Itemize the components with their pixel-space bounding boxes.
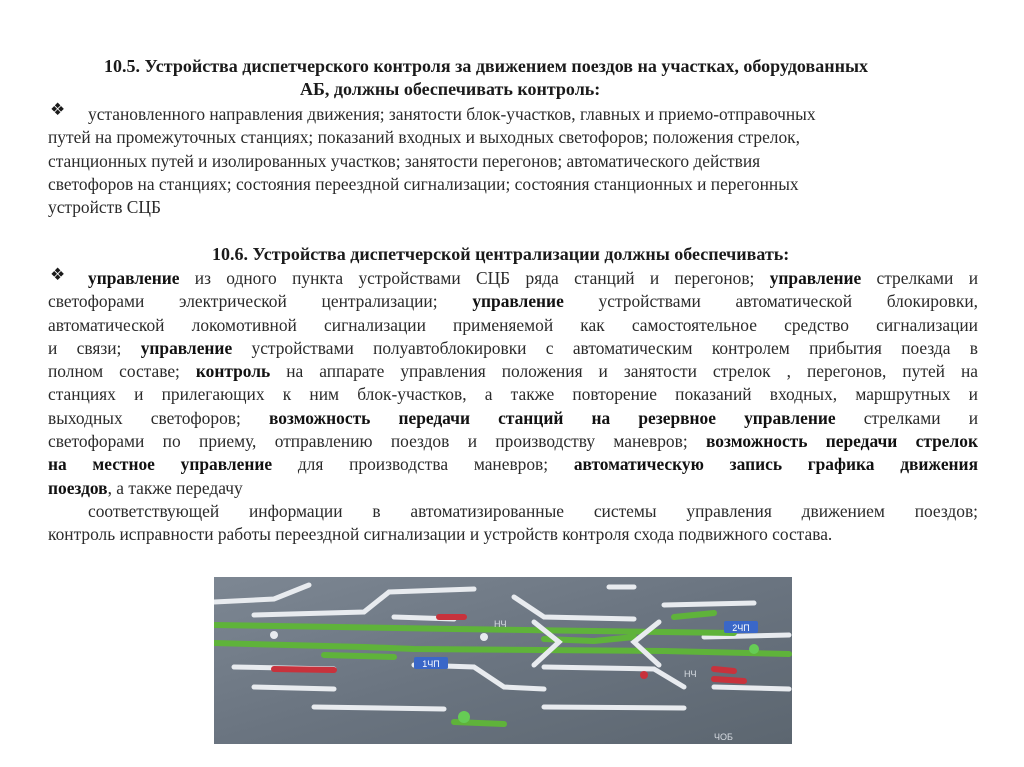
text-line	[48, 267, 978, 290]
text-run: устройствами полуавтоблокировки с автоматическим контролем прибытия поезда в	[232, 337, 978, 358]
text-run: устройствами автоматической блокировки,	[563, 291, 978, 312]
section-10-6-text	[48, 267, 978, 547]
track-segment	[544, 707, 684, 708]
text-run: стрелками и	[861, 268, 978, 288]
bold-term: управление	[472, 291, 564, 312]
text-line: светофоров на станциях; состояния переездной сигнализации; состояния станционных и перегонных	[48, 173, 799, 194]
text-line	[48, 290, 978, 313]
signal-lamp	[458, 711, 470, 723]
diamond-bullet-icon: ❖	[50, 265, 66, 284]
text-run: для производства маневров;	[272, 454, 574, 475]
label-text: НЧ	[494, 619, 507, 629]
signal-lamp	[640, 671, 648, 679]
diamond-bullet-icon: ❖	[50, 100, 66, 119]
bold-term: поездов	[48, 477, 108, 498]
text-line	[48, 453, 978, 476]
label-text: 2ЧП	[732, 623, 750, 633]
text-line: устройств СЦБ	[48, 197, 161, 218]
text-line	[48, 477, 978, 500]
text-line	[48, 407, 978, 430]
text-run: стрелками и	[835, 407, 978, 428]
track-segment	[324, 655, 394, 657]
bold-term: возможность передачи станций на резервное управление	[268, 407, 836, 428]
label-text: НЧ	[684, 669, 697, 679]
text-line: установленного направления движения; занятости блок-участков, главных и приемо-отправочных	[88, 104, 816, 124]
text-line: станционных путей и изолированных участков; занятости перегонов; автоматического действия	[48, 150, 761, 171]
text-line	[48, 500, 978, 523]
track-segment	[274, 669, 334, 670]
text-line	[48, 430, 978, 453]
bold-term: на местное управление	[48, 454, 273, 475]
track-segment	[714, 669, 734, 671]
text-run: выходных светофоров;	[48, 407, 269, 428]
text-run: светофорами по приему, отправлению поездов и производству маневров;	[48, 431, 707, 452]
bold-term: автоматическую запись графика движения	[573, 454, 978, 475]
track-diagram-photo	[214, 577, 792, 744]
text-line	[48, 383, 978, 406]
signal-lamp	[480, 633, 488, 641]
text-line	[48, 523, 978, 546]
signal-lamp	[270, 631, 278, 639]
text-run: соответствующей информации в автоматизированные системы управления движением поездов;	[88, 500, 978, 521]
bold-term: контроль	[195, 361, 271, 382]
bold-term: возможность передачи стрелок	[706, 431, 978, 452]
track-segment	[314, 707, 444, 709]
section-10-5-text	[48, 103, 948, 219]
track-segment	[674, 613, 714, 617]
text-run: на аппарате управления положения и занятости стрелок , перегонов, путей на	[270, 361, 978, 382]
text-run: станциях и прилегающих к ним блок-участков, а также повторение показаний входных, маршрутных и	[48, 384, 978, 405]
label-text: 1ЧП	[422, 659, 440, 669]
bold-term: управление	[140, 337, 233, 358]
text-line: путей на промежуточных станциях; показаний входных и выходных светофоров; положения стрелок,	[48, 127, 800, 148]
track-segment	[714, 679, 744, 681]
text-run: полном составе;	[48, 361, 196, 382]
section-10-6-title: 10.6. Устройства диспетчерской централизации должны обеспечивать:	[212, 244, 790, 264]
signal-lamp	[749, 644, 759, 654]
label-text: ЧОБ	[714, 732, 733, 742]
text-line	[48, 314, 978, 337]
bold-term: управление	[769, 268, 862, 288]
track-segment	[664, 603, 754, 605]
section-10-5-title-continued: АБ, должны обеспечивать контроль:	[300, 79, 601, 99]
track-segment	[714, 687, 789, 689]
section-10-5-title: 10.5. Устройства диспетчерского контроля за движением поездов на участках, оборудованных	[104, 56, 868, 76]
text-line	[48, 360, 978, 383]
bold-term: управление	[88, 268, 180, 288]
text-line	[48, 337, 978, 360]
text-run: светофорами электрической централизации;	[48, 291, 473, 312]
text-run: контроль исправности работы переездной сигнализации и устройств контроля схода подвижного состава.	[48, 524, 833, 545]
track-segment	[254, 687, 334, 689]
text-run: и связи;	[48, 337, 141, 358]
text-run: автоматической локомотивной сигнализации применяемой как самостоятельное средство сигнализации	[48, 314, 978, 335]
text-run: , а также передачу	[107, 477, 243, 498]
text-run: из одного пункта устройствами СЦБ ряда станций и перегонов;	[179, 268, 770, 288]
